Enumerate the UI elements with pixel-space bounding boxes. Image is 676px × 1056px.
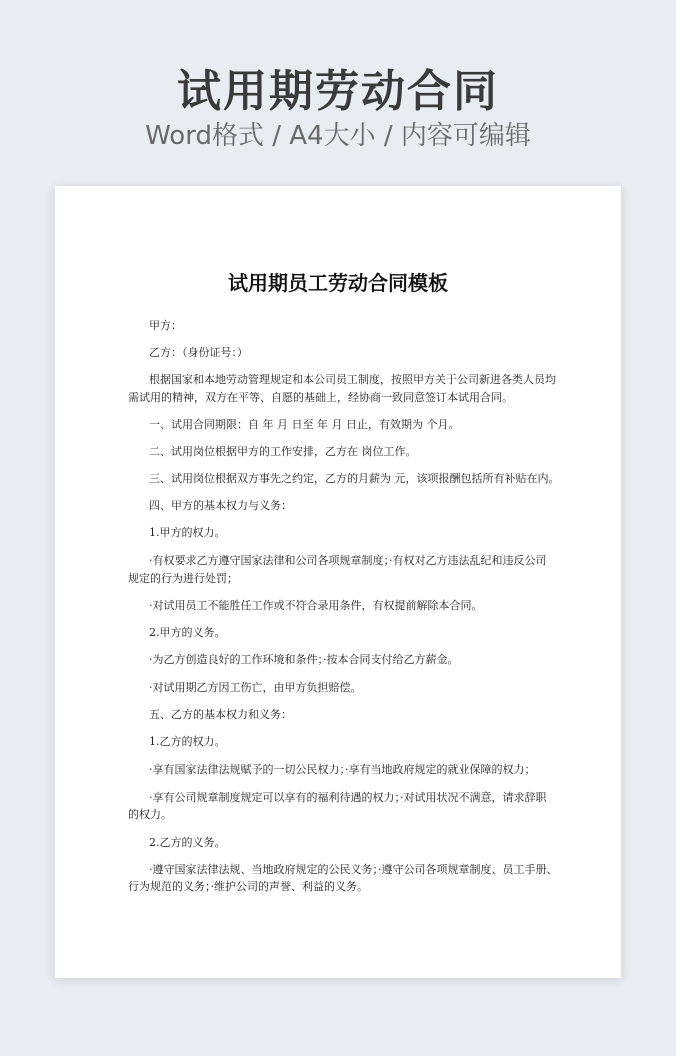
clause-2: 二、试用岗位根据甲方的工作安排，乙方在 岗位工作。 [149,445,417,458]
header-title: 试用期劳动合同 [177,66,499,117]
party-b-line: 乙方：（身份证号：） [149,346,248,359]
party-a-rights-heading: 1.甲方的权力。 [149,526,226,539]
party-b-duties-line-2: 行为规范的义务；·维护公司的声誉、利益的义务。 [128,880,368,893]
clause-4-heading: 四、甲方的基本权力与义务： [149,499,292,512]
party-a-duties-line-1: ·为乙方创造良好的工作环境和条件；·按本合同支付给乙方薪金。 [149,653,459,666]
party-a-rights-line-1: ·有权要求乙方遵守国家法律和公司各项规章制度；·有权对乙方违法乱纪和违反公司 [149,554,547,567]
header-subtitle: Word格式 / A4大小 / 内容可编辑 [145,121,531,151]
party-b-rights-line-3: 的权力。 [128,808,172,821]
party-a-duties-heading: 2.甲方的义务。 [149,626,226,639]
party-b-duties-line-1: ·遵守国家法律法规、当地政府规定的公民义务；·遵守公司各项规章制度、员工手册、 [149,863,558,876]
party-b-duties-heading: 2.乙方的义务。 [149,836,226,849]
party-b-rights-line-1: ·享有国家法律法规赋予的一切公民权力；·享有当地政府规定的就业保障的权力； [149,763,536,776]
clause-3: 三、试用岗位根据双方事先之约定，乙方的月薪为 元，该项报酬包括所有补贴在内。 [149,472,560,485]
clause-1: 一、试用合同期限：自 年 月 日至 年 月 日止，有效期为 个月。 [149,418,460,431]
document-title: 试用期员工劳动合同模板 [228,271,448,295]
party-a-line: 甲方： [149,319,182,332]
preamble-line-2: 需试用的精神，双方在平等、自愿的基础上，经协商一致同意签订本试用合同。 [128,391,513,404]
document-page [55,186,621,978]
party-b-rights-heading: 1.乙方的权力。 [149,735,226,748]
party-a-duties-line-2: ·对试用期乙方因工伤亡，由甲方负担赔偿。 [149,681,362,694]
clause-5-heading: 五、乙方的基本权力和义务： [149,708,292,721]
party-b-rights-line-2: ·享有公司规章制度规定可以享有的福利待遇的权力；·对试用状况不满意，请求辞职 [149,791,547,804]
party-a-rights-line-3: ·对试用员工不能胜任工作或不符合录用条件，有权提前解除本合同。 [149,599,483,612]
preamble-line-1: 根据国家和本地劳动管理规定和本公司员工制度，按照甲方关于公司新进各类人员均 [149,373,556,386]
party-a-rights-line-2: 规定的行为进行处罚； [128,572,238,585]
